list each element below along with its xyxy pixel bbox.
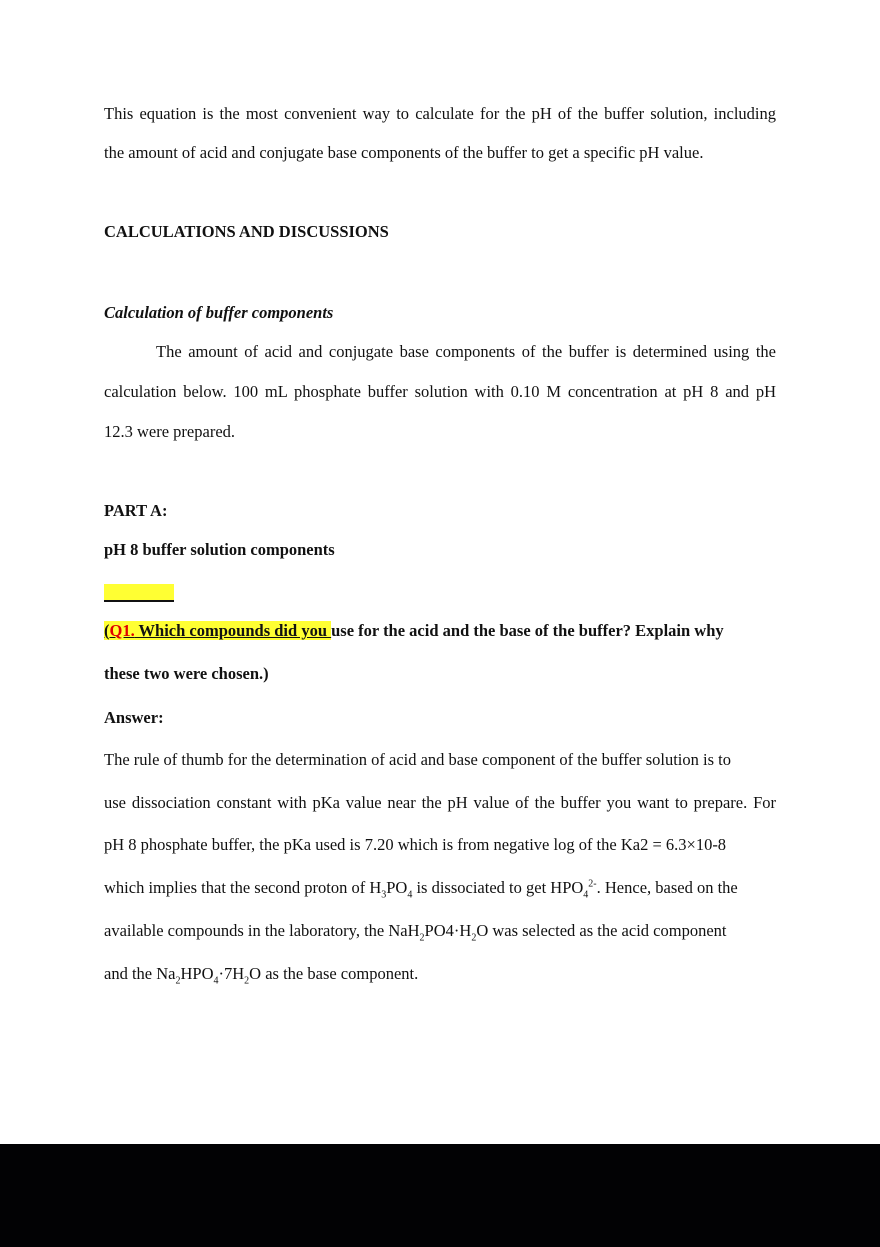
- bottom-black-bar: [0, 1144, 880, 1247]
- question-highlight: [104, 621, 331, 640]
- text-run: PO: [386, 878, 408, 897]
- paragraph1-line-3: 12.3 were prepared.: [104, 422, 236, 441]
- question-number: Q1.: [109, 621, 135, 640]
- subscript: 3: [381, 889, 387, 901]
- subscript: 2: [419, 932, 425, 944]
- text-run: PO4·H: [424, 921, 472, 940]
- part-subheading: pH 8 buffer solution components: [104, 540, 335, 559]
- answer-line-4: [104, 878, 738, 901]
- subscript: 4: [583, 889, 589, 901]
- subscript: 4: [407, 889, 413, 901]
- superscript: 2-: [588, 878, 597, 890]
- paragraph1-line-2: calculation below. 100 mL phosphate buffer solution with 0.10 M concentration at pH 8 and pH: [104, 382, 776, 401]
- subscript: 2: [175, 975, 181, 987]
- answer-line-1: The rule of thumb for the determination of acid and base component of the buffer solution is to: [104, 750, 731, 769]
- text-run: available compounds in the laboratory, the NaH: [104, 921, 420, 940]
- text-run: and the Na: [104, 964, 176, 983]
- subsection-heading: Calculation of buffer components: [104, 303, 334, 322]
- text-run: which implies that the second proton of H: [104, 878, 382, 897]
- text-run: ·7H: [218, 964, 245, 983]
- answer-line-3: pH 8 phosphate buffer, the pKa used is 7.20 which is from negative log of the Ka2 = 6.3×10-8: [104, 835, 727, 854]
- answer-line-5: [104, 921, 727, 944]
- subscript: 4: [213, 975, 219, 987]
- question-open-paren: (: [104, 621, 110, 640]
- part-heading: PART A:: [104, 501, 168, 520]
- text-run: O was selected as the acid component: [476, 921, 727, 940]
- subscript: 2: [471, 932, 477, 944]
- text-run: HPO: [180, 964, 214, 983]
- text-run: . Hence, based on the: [596, 878, 738, 897]
- subscript: 2: [244, 975, 250, 987]
- highlighted-blank-line: [104, 584, 174, 602]
- question-highlighted-text: Which compounds did you: [134, 621, 332, 640]
- intro-line-2: the amount of acid and conjugate base components of the buffer to get a specific pH value.: [104, 143, 704, 162]
- question-line-2: these two were chosen.): [104, 664, 269, 683]
- answer-line-6: [104, 964, 419, 987]
- text-run: is dissociated to get HPO: [412, 878, 584, 897]
- answer-line-2: use dissociation constant with pKa value near the pH value of the buffer you want to prepare. For: [104, 793, 776, 812]
- intro-line-1: This equation is the most convenient way to calculate for the pH of the buffer solution, including: [104, 104, 776, 123]
- question-line-1: [104, 621, 724, 641]
- paragraph1-line-1: The amount of acid and conjugate base components of the buffer is determined using the: [156, 342, 776, 361]
- answer-label: Answer:: [104, 708, 164, 727]
- question-rest: use for the acid and the base of the buffer? Explain why: [331, 621, 724, 640]
- text-run: O as the base component.: [249, 964, 419, 983]
- section-heading: CALCULATIONS AND DISCUSSIONS: [104, 222, 389, 241]
